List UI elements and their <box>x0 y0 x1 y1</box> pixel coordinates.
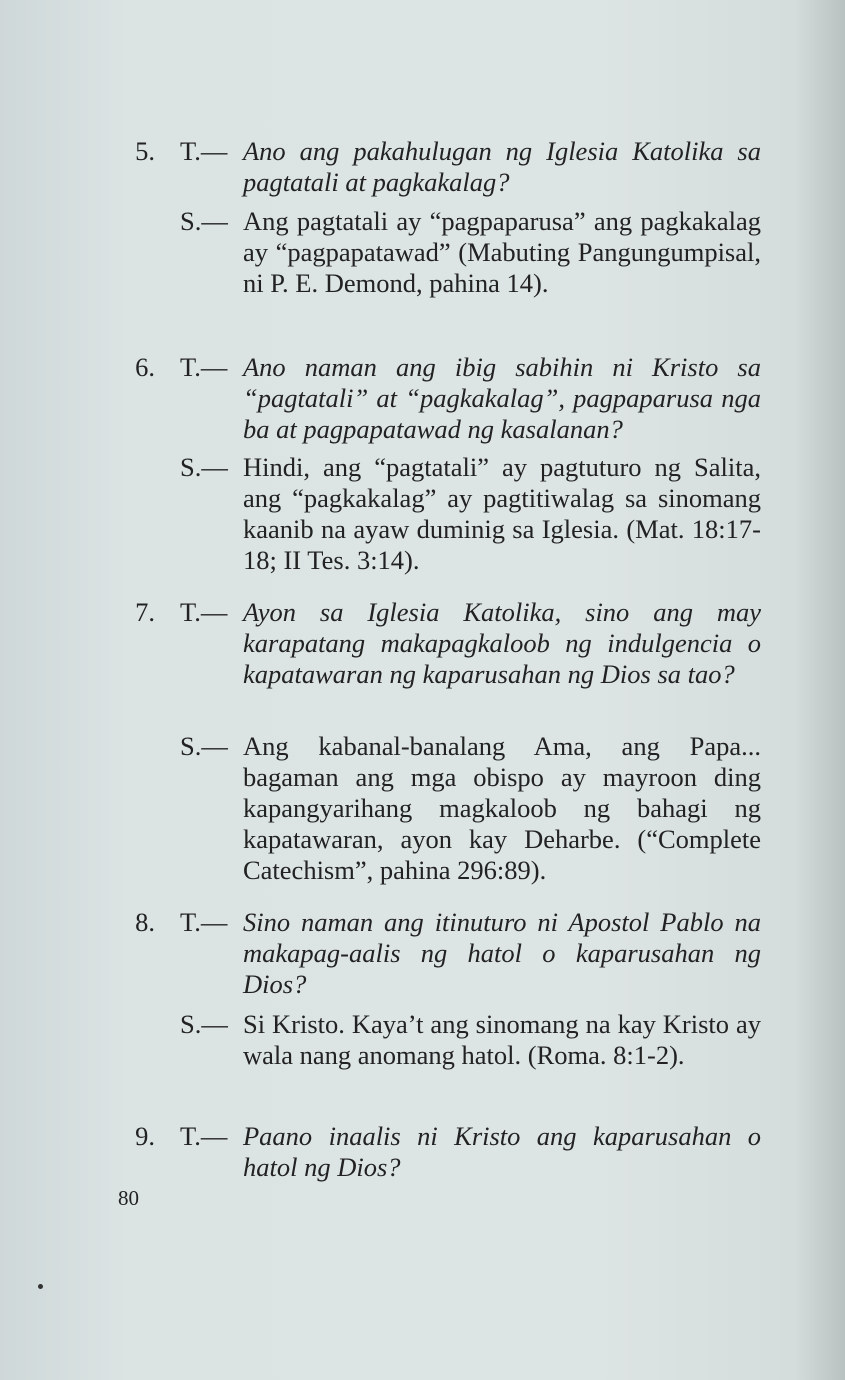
question-number: 5. <box>135 136 155 166</box>
question-text: Paano inaalis ni Kristo ang kaparusahan o hatol ng Dios? <box>243 1121 761 1182</box>
question-tag: T.— <box>180 1121 228 1151</box>
answer-text: Ang pagtatali ay “pagpaparusa” ang pagkakalag ay “pagpapatawad” (Mabuting Pangungumpisal, ni P. E. Demond, pahina 14). <box>243 206 761 298</box>
question-tag: T.— <box>180 907 228 937</box>
question-text: Ano naman ang ibig sabihin ni Kristo sa “pagtatali” at “pagkakalag”, pagpaparusa nga ba at pagpapatawad ng kasalanan? <box>243 352 761 444</box>
question-text: Sino naman ang itinuturo ni Apostol Pablo na makapag-aalis ng hatol o kaparusahan ng Dios? <box>243 907 761 999</box>
question-number: 6. <box>135 352 155 382</box>
answer-tag: S.— <box>180 206 228 236</box>
answer-text: Hindi, ang “pagtatali” ay pagtuturo ng Salita, ang “pagkakalag” ay pagtitiwalag sa sinomang kaanib na ayaw duminig sa Iglesia. (Mat. 18:17-18; II Tes. 3:14). <box>243 452 761 575</box>
ink-speck <box>38 1284 43 1289</box>
page-number: 80 <box>118 1186 139 1210</box>
question-tag: T.— <box>180 352 228 382</box>
answer-tag: S.— <box>180 1009 228 1039</box>
answer-tag: S.— <box>180 731 228 761</box>
answer-tag: S.— <box>180 452 228 482</box>
question-number: 9. <box>135 1121 155 1151</box>
question-number: 7. <box>135 597 155 627</box>
question-tag: T.— <box>180 136 228 166</box>
question-text: Ano ang pakahulugan ng Iglesia Katolika sa pagtatali at pagkakalag? <box>243 136 761 197</box>
question-tag: T.— <box>180 597 228 627</box>
question-text: Ayon sa Iglesia Katolika, sino ang may karapatang makapagkaloob ng indulgencia o kapatawaran ng kaparusahan ng Dios sa tao? <box>243 597 761 689</box>
question-number: 8. <box>135 907 155 937</box>
answer-text: Ang kabanal-banalang Ama, ang Papa... bagaman ang mga obispo ay mayroon ding kapangyarihang magkaloob ng bahagi ng kapatawaran, ayon kay Deharbe. (“Complete Catechism”, pahina 296:89). <box>243 731 761 885</box>
answer-text: Si Kristo. Kaya’t ang sinomang na kay Kristo ay wala nang anomang hatol. (Roma. 8:1-2). <box>243 1009 761 1070</box>
